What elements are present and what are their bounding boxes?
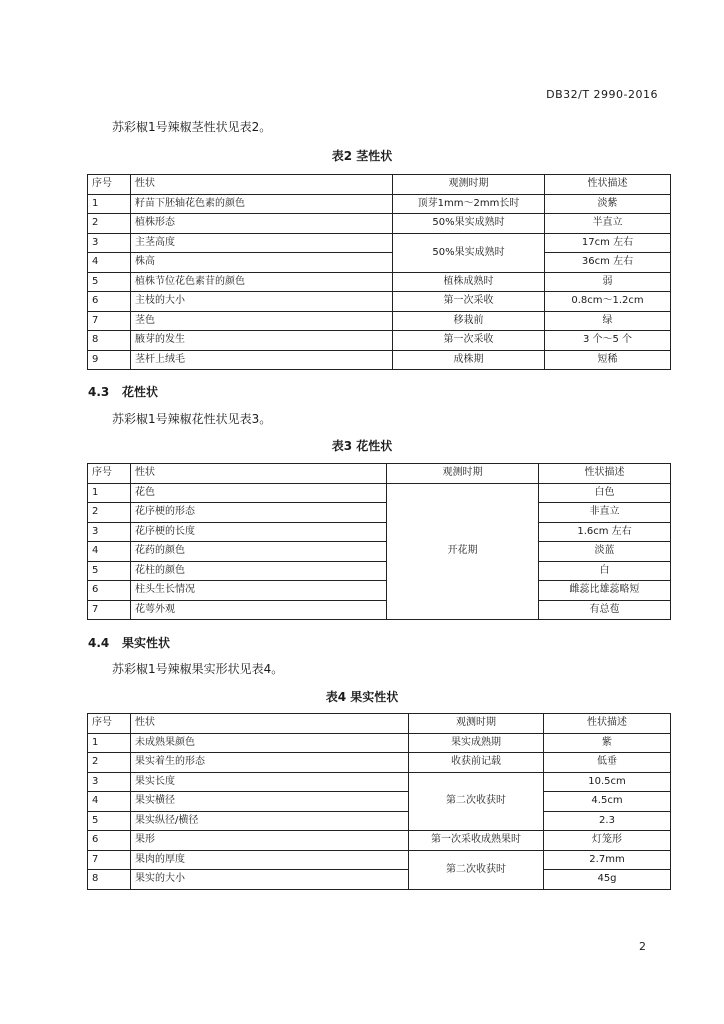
row-number: 4	[88, 542, 131, 562]
row-number: 7	[88, 311, 131, 331]
table-row	[88, 272, 671, 292]
trait-name: 果实的大小	[131, 870, 409, 890]
table-row	[88, 772, 671, 792]
table-row	[88, 233, 671, 253]
table-row	[88, 792, 671, 812]
trait-description: 有总苞	[539, 600, 671, 620]
trait-description: 0.8cm～1.2cm	[545, 292, 671, 312]
trait-name: 果实纵径/横径	[131, 811, 409, 831]
table-row	[88, 350, 671, 370]
header-cell: 序号	[88, 464, 131, 484]
row-number: 2	[88, 753, 131, 773]
section-number: 4.4	[88, 636, 110, 650]
trait-description: 2.3	[544, 811, 671, 831]
table-row	[88, 253, 671, 273]
observation-period: 第二次收获时	[409, 850, 544, 889]
trait-name: 主茎高度	[131, 233, 393, 253]
table-row	[88, 542, 671, 562]
row-number: 7	[88, 850, 131, 870]
trait-description: 淡蓝	[539, 542, 671, 562]
trait-description: 17cm 左右	[545, 233, 671, 253]
observation-period: 成株期	[393, 350, 545, 370]
header-cell: 观测时期	[387, 464, 539, 484]
section-title: 花性状	[122, 385, 159, 399]
observation-period: 植株成熟时	[393, 272, 545, 292]
row-number: 5	[88, 561, 131, 581]
row-number: 4	[88, 253, 131, 273]
trait-description: 36cm 左右	[545, 253, 671, 273]
table-row	[88, 811, 671, 831]
trait-name: 株高	[131, 253, 393, 273]
table-row	[88, 581, 671, 601]
table-row	[88, 600, 671, 620]
observation-period: 果实成熟期	[409, 733, 544, 753]
trait-name: 花药的颜色	[131, 542, 387, 562]
row-number: 3	[88, 772, 131, 792]
observation-period: 移栽前	[393, 311, 545, 331]
table-row	[88, 733, 671, 753]
trait-description: 半直立	[545, 214, 671, 234]
table-row	[88, 522, 671, 542]
row-number: 2	[88, 214, 131, 234]
trait-description: 非直立	[539, 503, 671, 523]
trait-name: 柱头生长情况	[131, 581, 387, 601]
fruit-traits-table	[87, 713, 671, 890]
trait-name: 花序梗的长度	[131, 522, 387, 542]
table-row	[88, 311, 671, 331]
table4-caption: 表4 果实性状	[325, 690, 399, 704]
flower-traits-table	[87, 463, 671, 620]
row-number: 3	[88, 522, 131, 542]
page-number: 2	[639, 940, 646, 953]
table-row	[88, 831, 671, 851]
trait-description: 灯笼形	[544, 831, 671, 851]
trait-name: 茎色	[131, 311, 393, 331]
table2-caption: 表2 茎性状	[331, 149, 393, 163]
row-number: 9	[88, 350, 131, 370]
section-number: 4.3	[88, 385, 110, 399]
observation-period: 收获前记载	[409, 753, 544, 773]
trait-description: 雌蕊比雄蕊略短	[539, 581, 671, 601]
table-row	[88, 753, 671, 773]
row-number: 7	[88, 600, 131, 620]
trait-description: 2.7mm	[544, 850, 671, 870]
observation-period: 第一次采收	[393, 331, 545, 351]
row-number: 6	[88, 581, 131, 601]
trait-description: 白色	[539, 483, 671, 503]
row-number: 5	[88, 272, 131, 292]
observation-period: 第一次采收成熟果时	[409, 831, 544, 851]
table-header-row	[88, 464, 671, 484]
header-cell: 序号	[88, 714, 131, 734]
table2-intro: 苏彩椒1号辣椒茎性状见表2。	[112, 120, 272, 134]
table-header-row	[88, 175, 671, 195]
trait-description: 3 个～5 个	[545, 331, 671, 351]
header-cell: 性状描述	[544, 714, 671, 734]
row-number: 1	[88, 733, 131, 753]
header-cell: 性状	[131, 175, 393, 195]
trait-description: 低垂	[544, 753, 671, 773]
table-row	[88, 483, 671, 503]
observation-period: 50%果实成熟时	[393, 233, 545, 272]
observation-period: 50%果实成熟时	[393, 214, 545, 234]
trait-name: 花柱的颜色	[131, 561, 387, 581]
trait-name: 主枝的大小	[131, 292, 393, 312]
trait-description: 10.5cm	[544, 772, 671, 792]
trait-name: 籽苗下胚轴花色素的颜色	[131, 194, 393, 214]
trait-name: 果肉的厚度	[131, 850, 409, 870]
row-number: 2	[88, 503, 131, 523]
header-cell: 性状	[131, 464, 387, 484]
row-number: 5	[88, 811, 131, 831]
row-number: 3	[88, 233, 131, 253]
trait-name: 果实横径	[131, 792, 409, 812]
header-cell: 性状描述	[545, 175, 671, 195]
observation-period: 第一次采收	[393, 292, 545, 312]
header-cell: 性状	[131, 714, 409, 734]
trait-description: 弱	[545, 272, 671, 292]
trait-description: 1.6cm 左右	[539, 522, 671, 542]
trait-description: 淡紫	[545, 194, 671, 214]
trait-name: 植株节位花色素苷的颜色	[131, 272, 393, 292]
trait-description: 4.5cm	[544, 792, 671, 812]
table-row	[88, 214, 671, 234]
observation-period: 顶芽1mm～2mm长时	[393, 194, 545, 214]
table-row	[88, 870, 671, 890]
table-row	[88, 292, 671, 312]
document-code: DB32/T 2990-2016	[546, 88, 658, 101]
trait-name: 未成熟果颜色	[131, 733, 409, 753]
trait-description: 绿	[545, 311, 671, 331]
trait-name: 花萼外观	[131, 600, 387, 620]
trait-description: 45g	[544, 870, 671, 890]
trait-description: 短稀	[545, 350, 671, 370]
trait-name: 果形	[131, 831, 409, 851]
trait-name: 茎杆上绒毛	[131, 350, 393, 370]
trait-name: 腋芽的发生	[131, 331, 393, 351]
table4-intro: 苏彩椒1号辣椒果实形状见表4。	[112, 662, 284, 676]
section-title: 果实性状	[122, 636, 171, 650]
trait-name: 植株形态	[131, 214, 393, 234]
table-header-row	[88, 714, 671, 734]
header-cell: 观测时期	[409, 714, 544, 734]
trait-description: 紫	[544, 733, 671, 753]
trait-name: 花序梗的形态	[131, 503, 387, 523]
header-cell: 序号	[88, 175, 131, 195]
observation-period: 开花期	[387, 483, 539, 620]
table-row	[88, 503, 671, 523]
header-cell: 观测时期	[393, 175, 545, 195]
trait-name: 花色	[131, 483, 387, 503]
stem-traits-table	[87, 174, 671, 370]
trait-name: 果实长度	[131, 772, 409, 792]
row-number: 4	[88, 792, 131, 812]
table-row	[88, 331, 671, 351]
trait-name: 果实着生的形态	[131, 753, 409, 773]
trait-description: 白	[539, 561, 671, 581]
header-cell: 性状描述	[539, 464, 671, 484]
row-number: 1	[88, 194, 131, 214]
section-heading-4-4	[88, 634, 170, 651]
row-number: 6	[88, 292, 131, 312]
table-row	[88, 850, 671, 870]
row-number: 8	[88, 331, 131, 351]
row-number: 8	[88, 870, 131, 890]
section-heading-4-3	[88, 383, 158, 400]
row-number: 1	[88, 483, 131, 503]
observation-period: 第二次收获时	[409, 772, 544, 831]
row-number: 6	[88, 831, 131, 851]
table3-intro: 苏彩椒1号辣椒花性状见表3。	[112, 412, 272, 426]
table-row	[88, 561, 671, 581]
table3-caption: 表3 花性状	[331, 439, 393, 453]
table-row	[88, 194, 671, 214]
